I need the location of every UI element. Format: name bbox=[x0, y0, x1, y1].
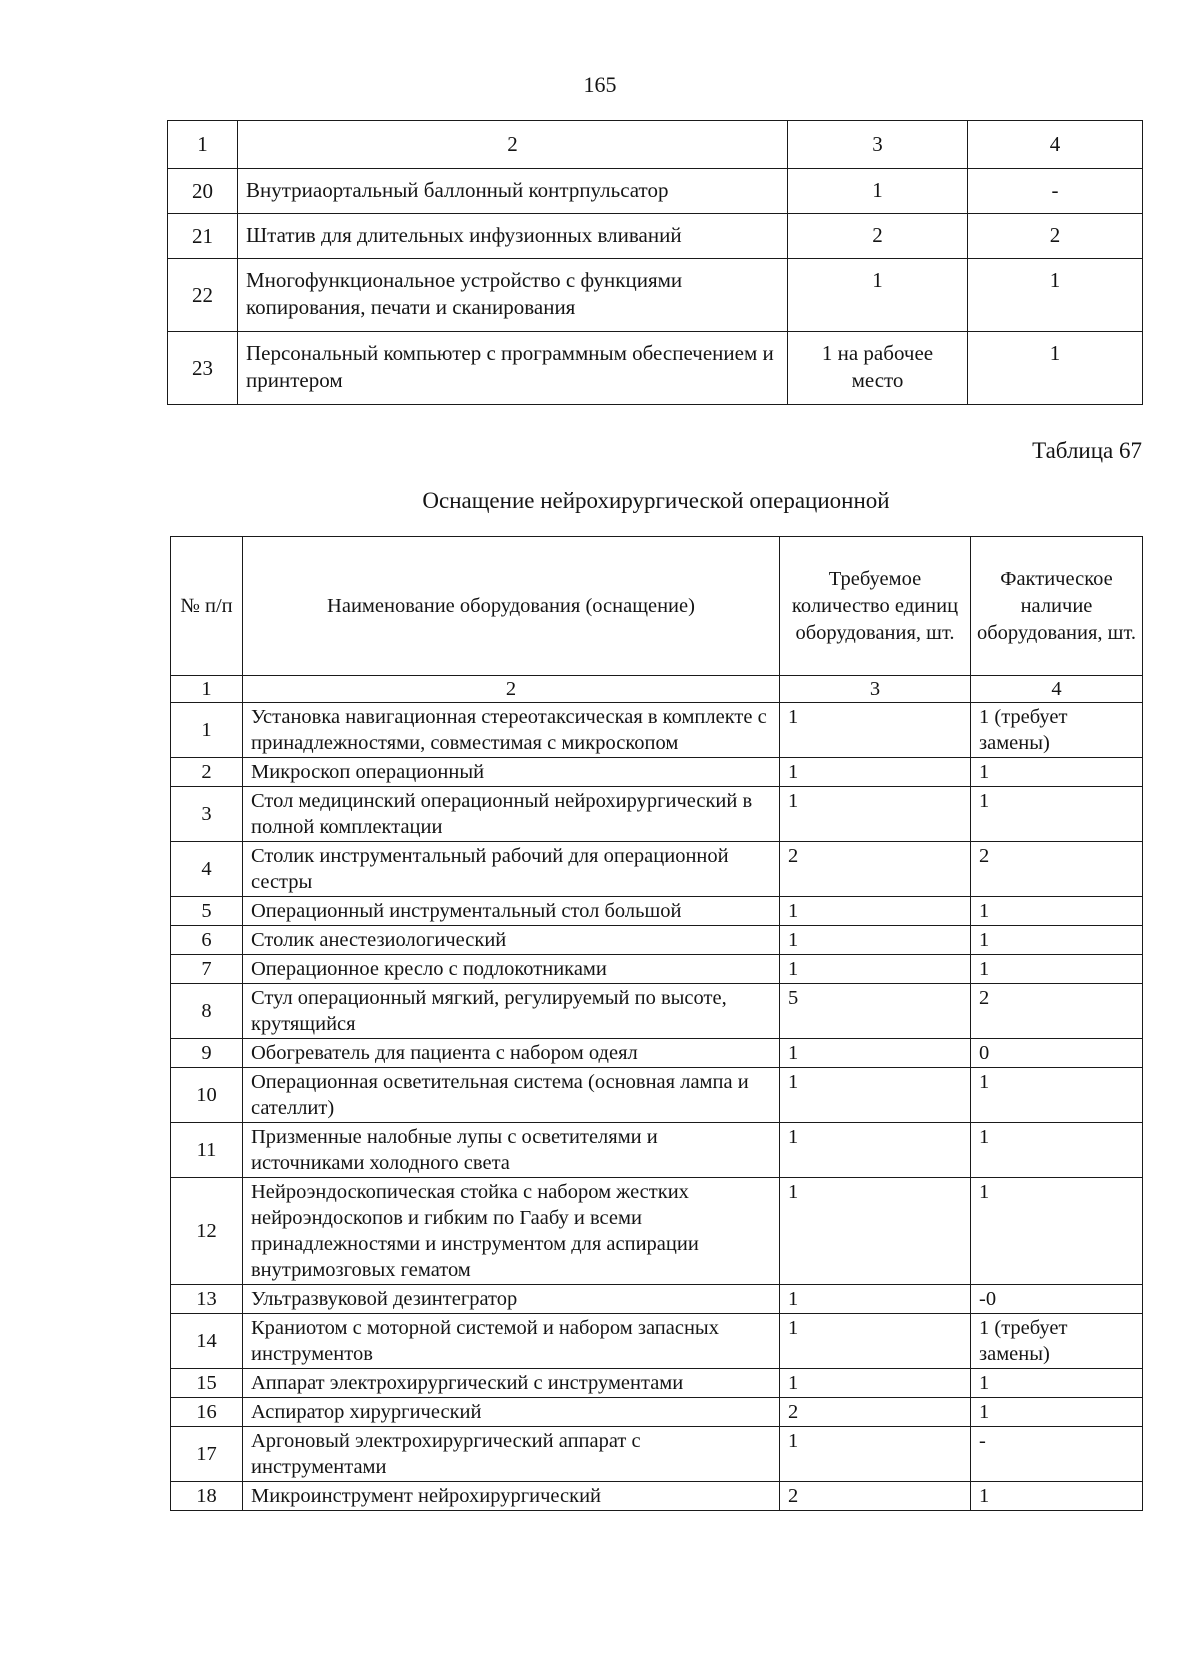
actual-quantity: 1 bbox=[971, 1123, 1143, 1178]
equipment-name: Микроинструмент нейрохирургический bbox=[243, 1482, 780, 1511]
table-row bbox=[171, 1285, 1143, 1314]
equipment-name: Аппарат электрохирургический с инструментами bbox=[243, 1369, 780, 1398]
table-caption: Таблица 67 bbox=[1032, 438, 1142, 463]
row-number: 21 bbox=[168, 214, 238, 259]
equipment-name: Столик инструментальный рабочий для операционной сестры bbox=[243, 842, 780, 897]
actual-quantity: 1 bbox=[968, 332, 1143, 405]
table-row bbox=[171, 758, 1143, 787]
table-row bbox=[168, 332, 1143, 405]
actual-quantity: 1 bbox=[971, 926, 1143, 955]
required-quantity: 2 bbox=[780, 1482, 971, 1511]
table-row bbox=[171, 1178, 1143, 1285]
required-quantity: 1 bbox=[780, 926, 971, 955]
table-row bbox=[171, 1068, 1143, 1123]
equipment-name: Установка навигационная стереотаксическая в комплекте с принадлежностями, совместимая с микроскопом bbox=[243, 703, 780, 758]
equipment-table-continuation bbox=[167, 120, 1143, 405]
column-number: 1 bbox=[171, 676, 243, 703]
row-number: 23 bbox=[168, 332, 238, 405]
row-number: 7 bbox=[171, 955, 243, 984]
header-num: № п/п bbox=[171, 537, 243, 676]
actual-quantity: 1 bbox=[971, 1068, 1143, 1123]
actual-quantity: 1 bbox=[971, 1178, 1143, 1285]
required-quantity: 1 bbox=[788, 169, 968, 214]
actual-quantity: 1 bbox=[971, 1482, 1143, 1511]
table-row bbox=[171, 955, 1143, 984]
equipment-name: Микроскоп операционный bbox=[243, 758, 780, 787]
equipment-name: Аспиратор хирургический bbox=[243, 1398, 780, 1427]
table-row bbox=[171, 1482, 1143, 1511]
equipment-name: Многофункциональное устройство с функциями копирования, печати и сканирования bbox=[238, 259, 788, 332]
equipment-name: Персональный компьютер с программным обеспечением и принтером bbox=[238, 332, 788, 405]
required-quantity: 1 на рабочее место bbox=[788, 332, 968, 405]
table-row bbox=[168, 214, 1143, 259]
column-number: 2 bbox=[243, 676, 780, 703]
row-number: 13 bbox=[171, 1285, 243, 1314]
row-number: 5 bbox=[171, 897, 243, 926]
row-number: 9 bbox=[171, 1039, 243, 1068]
required-quantity: 1 bbox=[780, 1314, 971, 1369]
row-number: 18 bbox=[171, 1482, 243, 1511]
column-number: 4 bbox=[971, 676, 1143, 703]
page-number: 165 bbox=[583, 72, 617, 97]
equipment-name: Операционная осветительная система (основная лампа и сателлит) bbox=[243, 1068, 780, 1123]
row-number: 16 bbox=[171, 1398, 243, 1427]
required-quantity: 1 bbox=[780, 897, 971, 926]
table-row bbox=[171, 984, 1143, 1039]
table-row bbox=[171, 1369, 1143, 1398]
equipment-name: Краниотом с моторной системой и набором запасных инструментов bbox=[243, 1314, 780, 1369]
required-quantity: 2 bbox=[788, 214, 968, 259]
actual-quantity: 1 bbox=[971, 787, 1143, 842]
column-number: 3 bbox=[780, 676, 971, 703]
required-quantity: 1 bbox=[780, 1123, 971, 1178]
actual-quantity: 1 bbox=[971, 1369, 1143, 1398]
row-number: 22 bbox=[168, 259, 238, 332]
required-quantity: 1 bbox=[780, 787, 971, 842]
actual-quantity: 2 bbox=[971, 984, 1143, 1039]
required-quantity: 1 bbox=[780, 1039, 971, 1068]
row-number: 3 bbox=[171, 787, 243, 842]
row-number: 14 bbox=[171, 1314, 243, 1369]
header-row bbox=[171, 537, 1143, 676]
required-quantity: 1 bbox=[780, 955, 971, 984]
row-number: 20 bbox=[168, 169, 238, 214]
table-row bbox=[171, 1398, 1143, 1427]
equipment-name: Обогреватель для пациента с набором одеял bbox=[243, 1039, 780, 1068]
actual-quantity: 1 bbox=[971, 1398, 1143, 1427]
actual-quantity: 0 bbox=[971, 1039, 1143, 1068]
table-row bbox=[171, 1427, 1143, 1482]
row-number: 6 bbox=[171, 926, 243, 955]
table-row bbox=[171, 787, 1143, 842]
actual-quantity: 1 bbox=[968, 259, 1143, 332]
equipment-name: Аргоновый электрохирургический аппарат с инструментами bbox=[243, 1427, 780, 1482]
header-actual: Фактическое наличие оборудования, шт. bbox=[971, 537, 1143, 676]
table-title: Оснащение нейрохирургической операционной bbox=[422, 488, 890, 513]
required-quantity: 5 bbox=[780, 984, 971, 1039]
row-number: 15 bbox=[171, 1369, 243, 1398]
equipment-name: Ультразвуковой дезинтегратор bbox=[243, 1285, 780, 1314]
equipment-name: Призменные налобные лупы с осветителями и источниками холодного света bbox=[243, 1123, 780, 1178]
column-number-row bbox=[171, 676, 1143, 703]
table-row bbox=[171, 703, 1143, 758]
required-quantity: 1 bbox=[780, 1068, 971, 1123]
table-row bbox=[171, 1039, 1143, 1068]
header-required: Требуемое количество единиц оборудования, шт. bbox=[780, 537, 971, 676]
required-quantity: 1 bbox=[780, 703, 971, 758]
row-number: 2 bbox=[171, 758, 243, 787]
required-quantity: 1 bbox=[780, 758, 971, 787]
actual-quantity: 1 (требует замены) bbox=[971, 1314, 1143, 1369]
required-quantity: 2 bbox=[780, 842, 971, 897]
neurosurgery-equipment-table bbox=[170, 536, 1143, 1511]
column-number: 4 bbox=[968, 121, 1143, 169]
actual-quantity: -0 bbox=[971, 1285, 1143, 1314]
table-body bbox=[171, 703, 1143, 1511]
table-row bbox=[171, 842, 1143, 897]
column-number: 1 bbox=[168, 121, 238, 169]
actual-quantity: - bbox=[971, 1427, 1143, 1482]
table-row bbox=[171, 897, 1143, 926]
table-row bbox=[171, 1123, 1143, 1178]
equipment-name: Штатив для длительных инфузионных вливаний bbox=[238, 214, 788, 259]
required-quantity: 1 bbox=[780, 1369, 971, 1398]
required-quantity: 1 bbox=[780, 1427, 971, 1482]
table-row bbox=[171, 1314, 1143, 1369]
row-number: 1 bbox=[171, 703, 243, 758]
required-quantity: 2 bbox=[780, 1398, 971, 1427]
row-number: 17 bbox=[171, 1427, 243, 1482]
actual-quantity: 1 (требует замены) bbox=[971, 703, 1143, 758]
header-name: Наименование оборудования (оснащение) bbox=[243, 537, 780, 676]
required-quantity: 1 bbox=[788, 259, 968, 332]
actual-quantity: 2 bbox=[968, 214, 1143, 259]
row-number: 8 bbox=[171, 984, 243, 1039]
row-number: 10 bbox=[171, 1068, 243, 1123]
row-number: 12 bbox=[171, 1178, 243, 1285]
column-number: 3 bbox=[788, 121, 968, 169]
equipment-name: Стул операционный мягкий, регулируемый по высоте, крутящийся bbox=[243, 984, 780, 1039]
equipment-name: Столик анестезиологический bbox=[243, 926, 780, 955]
actual-quantity: 1 bbox=[971, 955, 1143, 984]
equipment-name: Операционный инструментальный стол большой bbox=[243, 897, 780, 926]
actual-quantity: 1 bbox=[971, 897, 1143, 926]
equipment-name: Стол медицинский операционный нейрохирургический в полной комплектации bbox=[243, 787, 780, 842]
row-number: 11 bbox=[171, 1123, 243, 1178]
table-row bbox=[168, 169, 1143, 214]
actual-quantity: - bbox=[968, 169, 1143, 214]
column-number-row bbox=[168, 121, 1143, 169]
required-quantity: 1 bbox=[780, 1285, 971, 1314]
actual-quantity: 1 bbox=[971, 758, 1143, 787]
equipment-name: Операционное кресло с подлокотниками bbox=[243, 955, 780, 984]
equipment-name: Нейроэндоскопическая стойка с набором жестких нейроэндоскопов и гибким по Гаабу и всеми принадлежностями и инструментом для аспирации внутримозговых гематом bbox=[243, 1178, 780, 1285]
table-row bbox=[168, 259, 1143, 332]
equipment-name: Внутриаортальный баллонный контрпульсатор bbox=[238, 169, 788, 214]
actual-quantity: 2 bbox=[971, 842, 1143, 897]
column-number: 2 bbox=[238, 121, 788, 169]
table-row bbox=[171, 926, 1143, 955]
row-number: 4 bbox=[171, 842, 243, 897]
required-quantity: 1 bbox=[780, 1178, 971, 1285]
